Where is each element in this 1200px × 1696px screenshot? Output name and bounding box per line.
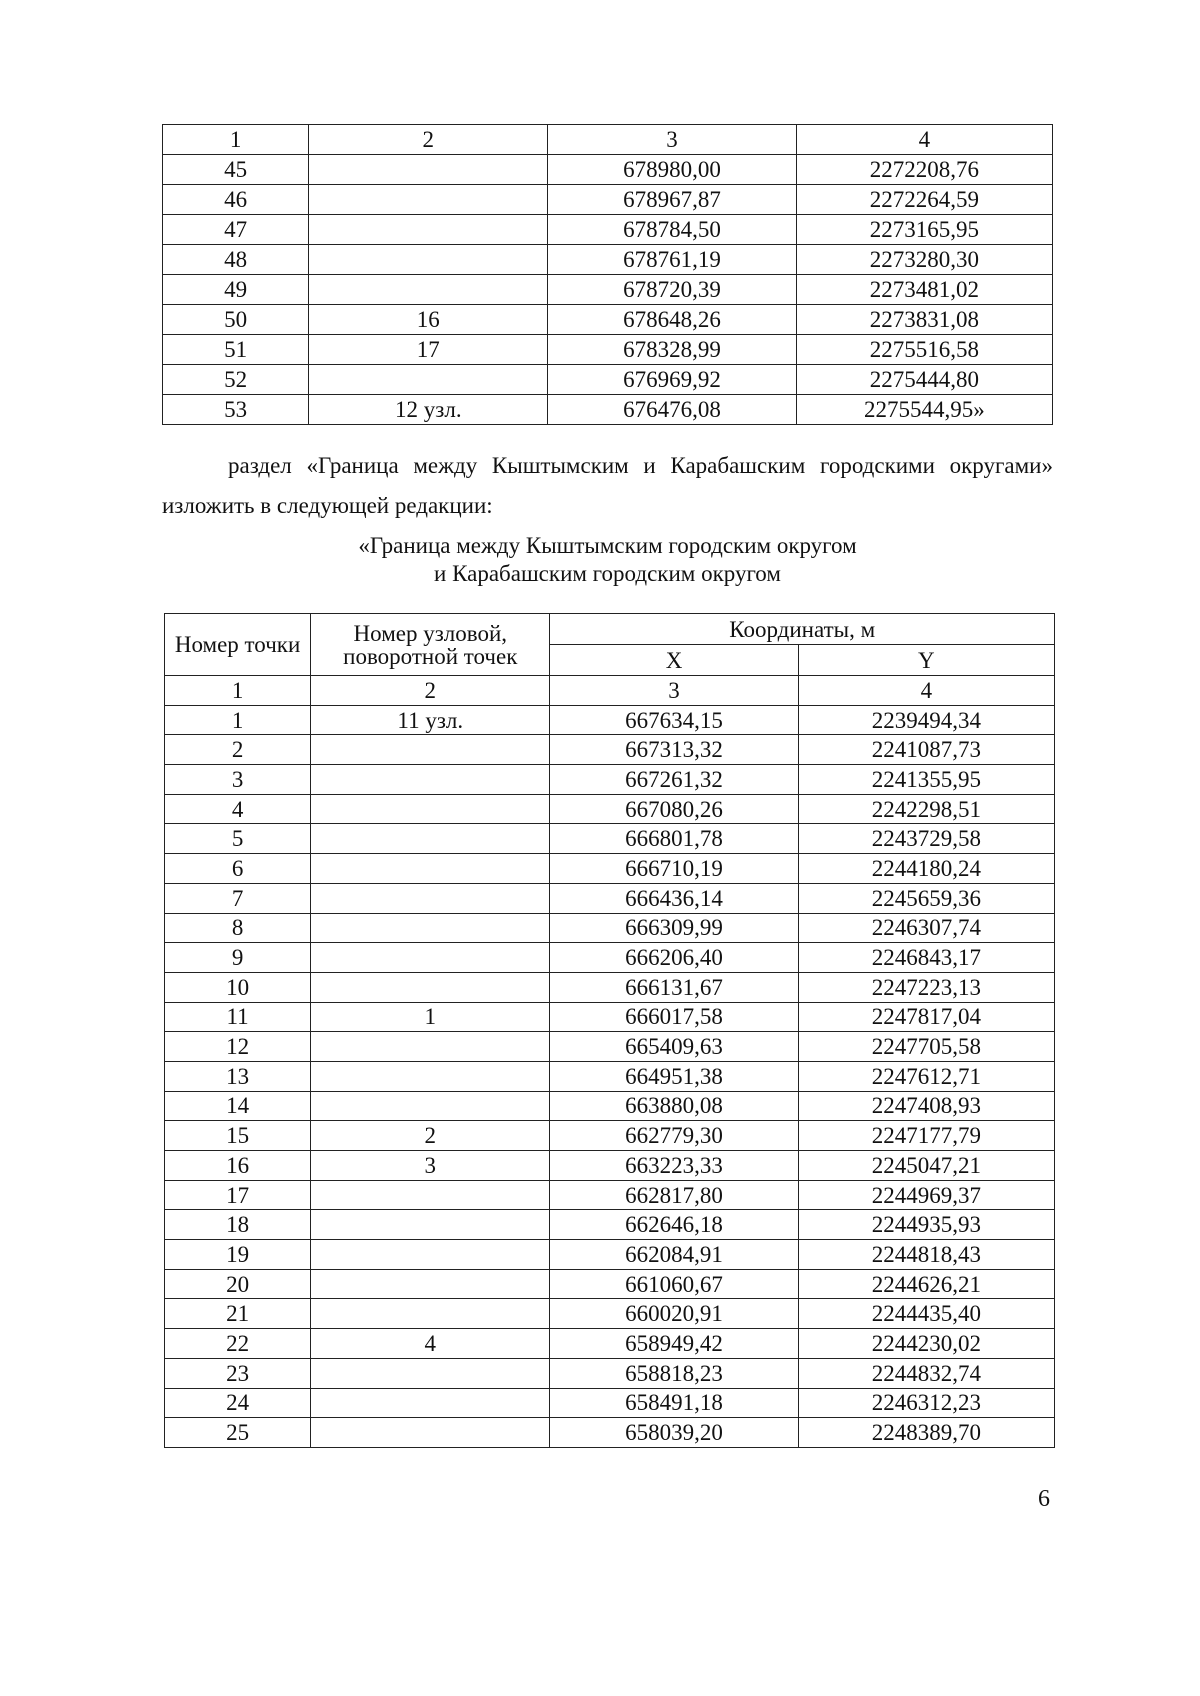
point-number: 13	[165, 1061, 311, 1091]
x-coordinate: 678784,50	[548, 215, 796, 245]
section-heading	[162, 532, 1053, 588]
node-number	[311, 1180, 550, 1210]
y-coordinate: 2245047,21	[798, 1151, 1054, 1181]
x-coordinate: 666801,78	[550, 824, 798, 854]
y-coordinate: 2247408,93	[798, 1091, 1054, 1121]
table-row	[165, 735, 1055, 765]
y-coordinate: 2239494,34	[798, 705, 1054, 735]
point-number: 4	[165, 794, 311, 824]
y-coordinate: 2244626,21	[798, 1269, 1054, 1299]
node-number: 16	[309, 305, 548, 335]
boundary-coordinates-table	[164, 613, 1055, 1448]
node-number	[311, 883, 550, 913]
y-coordinate: 2244818,43	[798, 1240, 1054, 1270]
node-number	[311, 1061, 550, 1091]
column-number: 2	[311, 676, 550, 706]
table-row	[165, 765, 1055, 795]
x-coordinate: 666017,58	[550, 1002, 798, 1032]
node-number	[311, 1299, 550, 1329]
node-number	[309, 245, 548, 275]
table-row	[163, 335, 1053, 365]
node-number: 11 узл.	[311, 705, 550, 735]
y-coordinate: 2275544,95»	[796, 395, 1052, 425]
y-coordinate: 2244935,93	[798, 1210, 1054, 1240]
x-coordinate: 665409,63	[550, 1032, 798, 1062]
node-number	[311, 1358, 550, 1388]
point-number: 14	[165, 1091, 311, 1121]
table-row	[163, 305, 1053, 335]
table-row	[165, 705, 1055, 735]
table-row	[165, 1180, 1055, 1210]
y-coordinate: 2242298,51	[798, 794, 1054, 824]
point-number: 15	[165, 1121, 311, 1151]
point-number: 9	[165, 943, 311, 973]
table-row	[163, 245, 1053, 275]
point-number: 16	[165, 1151, 311, 1181]
node-number	[311, 735, 550, 765]
y-coordinate: 2246307,74	[798, 913, 1054, 943]
node-number	[311, 794, 550, 824]
table-row	[165, 1388, 1055, 1418]
x-coordinate: 676476,08	[548, 395, 796, 425]
y-coordinate: 2241087,73	[798, 735, 1054, 765]
point-number: 24	[165, 1388, 311, 1418]
point-number: 1	[165, 705, 311, 735]
point-number: 8	[165, 913, 311, 943]
node-number	[309, 275, 548, 305]
y-coordinate: 2247223,13	[798, 972, 1054, 1002]
header-point-number: Номер точки	[165, 614, 311, 676]
point-number: 53	[163, 395, 309, 425]
node-number	[311, 1032, 550, 1062]
table-row	[165, 943, 1055, 973]
x-coordinate: 660020,91	[550, 1299, 798, 1329]
x-coordinate: 678967,87	[548, 185, 796, 215]
x-coordinate: 662646,18	[550, 1210, 798, 1240]
column-number: 3	[548, 125, 796, 155]
x-coordinate: 667313,32	[550, 735, 798, 765]
point-number: 7	[165, 883, 311, 913]
y-coordinate: 2272264,59	[796, 185, 1052, 215]
point-number: 45	[163, 155, 309, 185]
y-coordinate: 2247705,58	[798, 1032, 1054, 1062]
node-number	[309, 215, 548, 245]
node-number	[311, 824, 550, 854]
node-number	[311, 1240, 550, 1270]
y-coordinate: 2241355,95	[798, 765, 1054, 795]
node-number	[311, 913, 550, 943]
x-coordinate: 666309,99	[550, 913, 798, 943]
table-row	[165, 1329, 1055, 1359]
point-number: 11	[165, 1002, 311, 1032]
y-coordinate: 2275516,58	[796, 335, 1052, 365]
coordinates-table-continued	[162, 124, 1053, 425]
table-row	[165, 1151, 1055, 1181]
point-number: 51	[163, 335, 309, 365]
column-number: 1	[163, 125, 309, 155]
node-number	[309, 155, 548, 185]
point-number: 5	[165, 824, 311, 854]
y-coordinate: 2244969,37	[798, 1180, 1054, 1210]
table-row	[165, 1121, 1055, 1151]
header-y: Y	[798, 645, 1054, 676]
node-number: 12 узл.	[309, 395, 548, 425]
y-coordinate: 2273481,02	[796, 275, 1052, 305]
x-coordinate: 658818,23	[550, 1358, 798, 1388]
point-number: 2	[165, 735, 311, 765]
x-coordinate: 678328,99	[548, 335, 796, 365]
column-number: 2	[309, 125, 548, 155]
table-row	[165, 824, 1055, 854]
table-row	[163, 185, 1053, 215]
node-number: 3	[311, 1151, 550, 1181]
node-number	[311, 943, 550, 973]
x-coordinate: 658491,18	[550, 1388, 798, 1418]
y-coordinate: 2248389,70	[798, 1418, 1054, 1448]
x-coordinate: 666436,14	[550, 883, 798, 913]
x-coordinate: 661060,67	[550, 1269, 798, 1299]
section-heading-line-1: «Граница между Кыштымским городским округом	[358, 533, 857, 558]
x-coordinate: 667261,32	[550, 765, 798, 795]
point-number: 12	[165, 1032, 311, 1062]
page-number: 6	[1038, 1486, 1050, 1512]
column-number: 4	[796, 125, 1052, 155]
node-number	[311, 1091, 550, 1121]
x-coordinate: 678720,39	[548, 275, 796, 305]
table-row	[165, 1032, 1055, 1062]
point-number: 17	[165, 1180, 311, 1210]
table-row	[163, 365, 1053, 395]
table-row	[165, 1091, 1055, 1121]
table-row	[165, 1240, 1055, 1270]
y-coordinate: 2244230,02	[798, 1329, 1054, 1359]
node-number	[311, 1269, 550, 1299]
table-row	[163, 155, 1053, 185]
column-number-row	[163, 125, 1053, 155]
point-number: 47	[163, 215, 309, 245]
header-node-number: Номер узловой, поворотной точек	[311, 614, 550, 676]
x-coordinate: 658039,20	[550, 1418, 798, 1448]
point-number: 21	[165, 1299, 311, 1329]
column-number-row	[165, 676, 1055, 706]
header-x: X	[550, 645, 798, 676]
table-row	[163, 215, 1053, 245]
x-coordinate: 667634,15	[550, 705, 798, 735]
table-row	[165, 1210, 1055, 1240]
point-number: 18	[165, 1210, 311, 1240]
y-coordinate: 2244180,24	[798, 854, 1054, 884]
node-number	[309, 365, 548, 395]
node-number	[311, 1418, 550, 1448]
y-coordinate: 2247817,04	[798, 1002, 1054, 1032]
table-row	[165, 854, 1055, 884]
x-coordinate: 667080,26	[550, 794, 798, 824]
table-row	[163, 395, 1053, 425]
y-coordinate: 2245659,36	[798, 883, 1054, 913]
y-coordinate: 2275444,80	[796, 365, 1052, 395]
y-coordinate: 2272208,76	[796, 155, 1052, 185]
table-row	[165, 883, 1055, 913]
x-coordinate: 662817,80	[550, 1180, 798, 1210]
y-coordinate: 2244435,40	[798, 1299, 1054, 1329]
table-row	[165, 1358, 1055, 1388]
point-number: 6	[165, 854, 311, 884]
point-number: 20	[165, 1269, 311, 1299]
y-coordinate: 2246843,17	[798, 943, 1054, 973]
column-number: 1	[165, 676, 311, 706]
x-coordinate: 663880,08	[550, 1091, 798, 1121]
point-number: 3	[165, 765, 311, 795]
node-number	[311, 1210, 550, 1240]
table-row	[165, 1002, 1055, 1032]
x-coordinate: 676969,92	[548, 365, 796, 395]
table-row	[165, 1299, 1055, 1329]
point-number: 23	[165, 1358, 311, 1388]
node-number: 17	[309, 335, 548, 365]
point-number: 46	[163, 185, 309, 215]
node-number	[311, 765, 550, 795]
x-coordinate: 666206,40	[550, 943, 798, 973]
x-coordinate: 666710,19	[550, 854, 798, 884]
table-row	[165, 1418, 1055, 1448]
table-row	[165, 794, 1055, 824]
node-number: 4	[311, 1329, 550, 1359]
x-coordinate: 678980,00	[548, 155, 796, 185]
point-number: 19	[165, 1240, 311, 1270]
table-row	[163, 275, 1053, 305]
y-coordinate: 2247612,71	[798, 1061, 1054, 1091]
x-coordinate: 658949,42	[550, 1329, 798, 1359]
column-number: 3	[550, 676, 798, 706]
node-number	[311, 972, 550, 1002]
x-coordinate: 663223,33	[550, 1151, 798, 1181]
amendment-paragraph-line-1: раздел «Граница между Кыштымским и Карабашским городскими округами»	[228, 453, 1053, 478]
header-row	[165, 614, 1055, 645]
point-number: 49	[163, 275, 309, 305]
point-number: 10	[165, 972, 311, 1002]
table-row	[165, 1061, 1055, 1091]
x-coordinate: 662779,30	[550, 1121, 798, 1151]
point-number: 48	[163, 245, 309, 275]
y-coordinate: 2244832,74	[798, 1358, 1054, 1388]
amendment-paragraph-line-2: изложить в следующей редакции:	[162, 493, 493, 518]
node-number	[309, 185, 548, 215]
node-number	[311, 854, 550, 884]
y-coordinate: 2243729,58	[798, 824, 1054, 854]
x-coordinate: 678648,26	[548, 305, 796, 335]
x-coordinate: 678761,19	[548, 245, 796, 275]
node-number	[311, 1388, 550, 1418]
table-row	[165, 913, 1055, 943]
y-coordinate: 2247177,79	[798, 1121, 1054, 1151]
table-row	[165, 1269, 1055, 1299]
y-coordinate: 2273831,08	[796, 305, 1052, 335]
header-coordinates: Координаты, м	[550, 614, 1055, 645]
x-coordinate: 666131,67	[550, 972, 798, 1002]
column-number: 4	[798, 676, 1054, 706]
node-number: 1	[311, 1002, 550, 1032]
section-heading-line-2: и Карабашским городским округом	[434, 561, 781, 586]
y-coordinate: 2246312,23	[798, 1388, 1054, 1418]
y-coordinate: 2273165,95	[796, 215, 1052, 245]
table-row	[165, 972, 1055, 1002]
point-number: 52	[163, 365, 309, 395]
point-number: 25	[165, 1418, 311, 1448]
x-coordinate: 664951,38	[550, 1061, 798, 1091]
point-number: 50	[163, 305, 309, 335]
y-coordinate: 2273280,30	[796, 245, 1052, 275]
point-number: 22	[165, 1329, 311, 1359]
x-coordinate: 662084,91	[550, 1240, 798, 1270]
node-number: 2	[311, 1121, 550, 1151]
